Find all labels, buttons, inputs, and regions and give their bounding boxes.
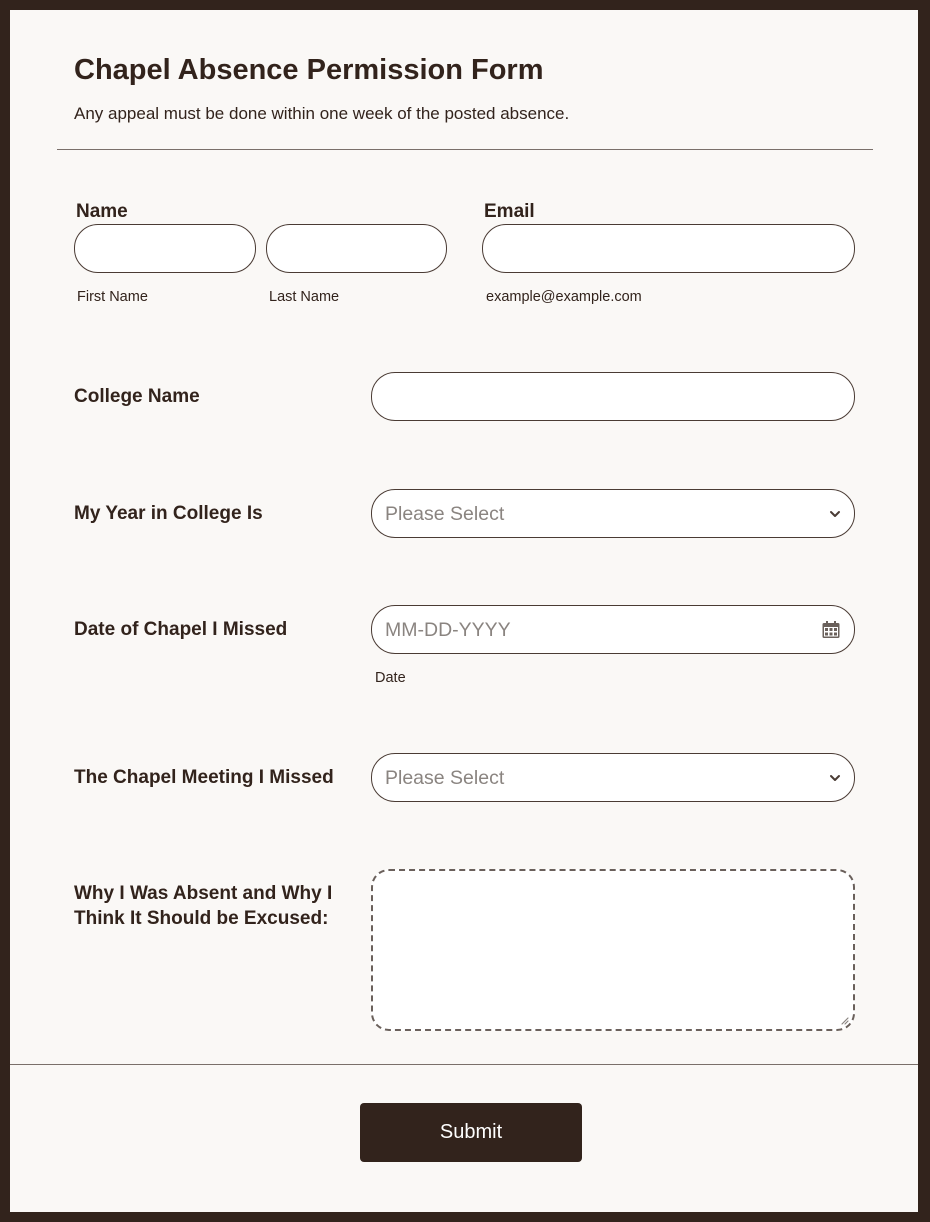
submit-button[interactable]: Submit (360, 1103, 582, 1162)
name-label: Name (76, 201, 128, 222)
date-label: Date of Chapel I Missed (74, 619, 288, 640)
date-input[interactable] (371, 605, 855, 654)
resize-grip-icon[interactable] (839, 1015, 849, 1025)
year-select[interactable] (371, 489, 855, 538)
date-placeholder: MM-DD-YYYY (385, 619, 511, 641)
form-card (10, 10, 918, 1212)
meeting-label: The Chapel Meeting I Missed (74, 767, 334, 788)
meeting-selected-value: Please Select (385, 767, 505, 789)
last-name-sublabel: Last Name (269, 289, 340, 305)
reason-textarea[interactable] (371, 869, 855, 1031)
date-sublabel: Date (375, 670, 406, 686)
last-name-input[interactable] (266, 224, 447, 273)
header-divider (57, 149, 873, 150)
form-subtitle: Any appeal must be done within one week of the posted absence. (74, 104, 570, 123)
reason-label-line2: Think It Should be Excused: (74, 908, 329, 929)
meeting-select[interactable] (371, 753, 855, 802)
first-name-sublabel: First Name (77, 289, 148, 305)
email-input[interactable] (482, 224, 855, 273)
chevron-down-icon (828, 771, 842, 785)
chevron-down-icon (828, 507, 842, 521)
footer-divider (10, 1064, 918, 1065)
year-label: My Year in College Is (74, 503, 263, 524)
year-selected-value: Please Select (385, 503, 505, 525)
form-title: Chapel Absence Permission Form (74, 54, 544, 86)
email-label: Email (484, 201, 535, 222)
college-name-input[interactable] (371, 372, 855, 421)
reason-label-line1: Why I Was Absent and Why I (74, 883, 333, 904)
calendar-icon[interactable] (821, 620, 841, 640)
college-name-label: College Name (74, 386, 200, 407)
first-name-input[interactable] (74, 224, 256, 273)
email-sublabel: example@example.com (486, 289, 642, 305)
